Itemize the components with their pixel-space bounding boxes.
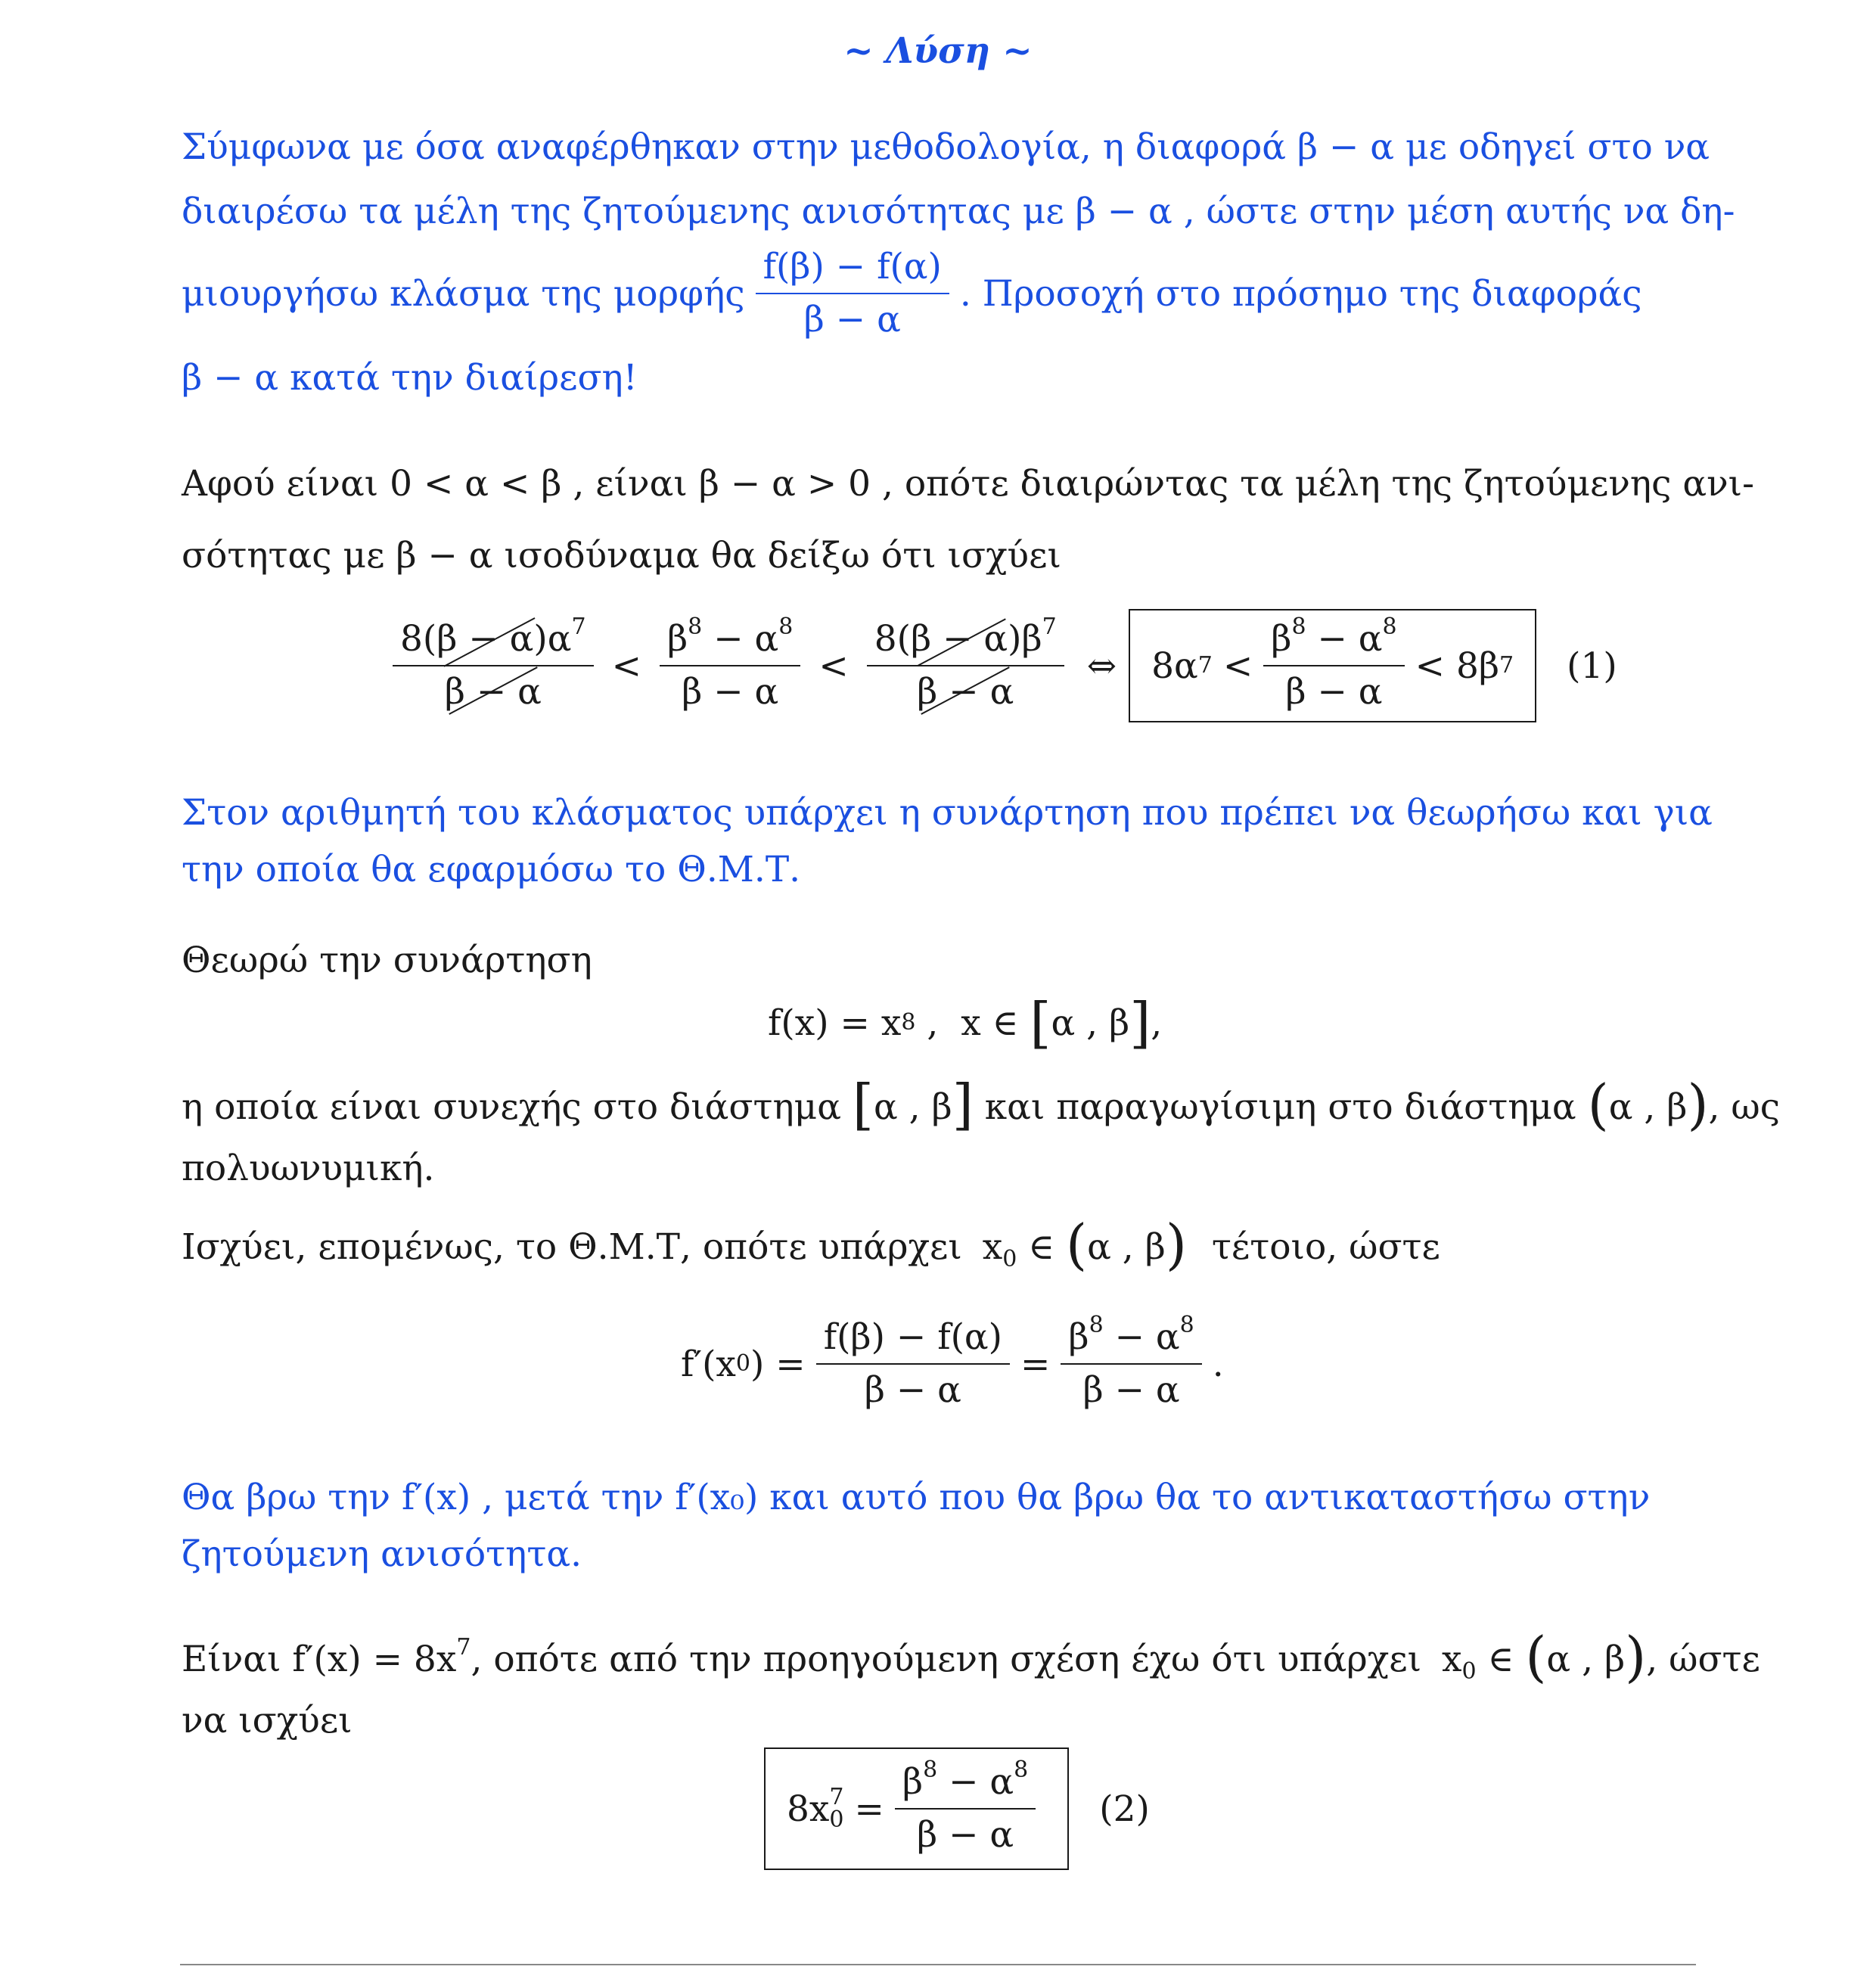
hint1-line3 bbox=[182, 246, 1642, 341]
para1-line2: σότητας με β − α ισοδύναμα θα δείξω ότι ισχύει bbox=[182, 535, 1061, 576]
solution-title: ~ Λύση ~ bbox=[843, 30, 1033, 72]
hint2-line2: την οποία θα εφαρμόσω το Θ.Μ.Τ. bbox=[182, 849, 801, 890]
open-interval: α , β bbox=[1608, 1086, 1688, 1128]
closed-interval: α , β bbox=[873, 1086, 952, 1128]
para1-line1: Αφού είναι 0 < α < β , είναι β − α > 0 , οπότε διαιρώντας τα μέλη της ζητούμενης ανι- bbox=[182, 463, 1754, 505]
hint1-line3-before: μιουργήσω κλάσμα της μορφής bbox=[182, 272, 745, 315]
equation-tag-2: (2) bbox=[1099, 1788, 1150, 1830]
para3-line1: η οποία είναι συνεχής στο διάστημα [α , β] και παραγωγίσιμη στο διάστημα (α , β), ως bbox=[182, 1073, 1781, 1136]
eq1-f1-numerator: 8(β − α)α bbox=[400, 618, 572, 660]
eq1-f3-denominator: β − α bbox=[917, 671, 1014, 713]
hint1-line1: Σύμφωνα με όσα αναφέρθηκαν στην μεθοδολογία, η διαφορά β − α με οδηγεί στο να bbox=[182, 126, 1710, 168]
eq1-f1-denominator: β − α bbox=[444, 671, 542, 713]
para5-line1: Είναι $f'(x) = 8x^7$, οπότε από την προηγούμενη σχέση έχω ότι υπάρχει $x_0$ ∈ (α , β), ώστε bbox=[182, 1625, 1760, 1688]
equation-tag-1: (1) bbox=[1567, 645, 1617, 687]
equation-1 bbox=[382, 609, 1617, 722]
hint1-fraction bbox=[756, 246, 949, 341]
eq1-f2-denominator: β − α bbox=[682, 671, 779, 713]
eq2-fraction-1: $\frac{f(\beta) - f(\alpha)}{\beta - \alpha}$ bbox=[816, 1316, 1010, 1412]
hint1-line2: διαιρέσω τα μέλη της ζητούμενης ανισότητας με β − α , ώστε στην μέση αυτής να δη- bbox=[182, 191, 1735, 232]
less-than: < bbox=[818, 645, 849, 687]
equation-mvt: f′(x 0 ) = $\frac{f(\beta) - f(\alpha)}{\beta - \alpha}$ = $\frac{\beta^8 - \alpha^8}{\beta - \alpha}$ . bbox=[681, 1312, 1224, 1411]
hint1-line4: β − α κατά την διαίρεση! bbox=[182, 357, 638, 399]
eq1-f3-numerator: 8(β − α)β bbox=[874, 618, 1042, 660]
para5-line2: να ισχύει bbox=[182, 1700, 353, 1741]
hint1-fraction-numerator: f(β) − f(α) bbox=[756, 246, 949, 294]
eq2-fraction-2: $\frac{\beta^8 - \alpha^8}{\beta - \alpha}$ bbox=[1061, 1316, 1201, 1412]
hint1-fraction-denominator: β − α bbox=[803, 299, 901, 340]
para3-line2: πολυωνυμική. bbox=[182, 1148, 435, 1189]
footer-divider bbox=[180, 1964, 1696, 1965]
eq3-boxed-result: 8x 7 0 = $\frac{\beta^8 - \alpha^8}{\beta - \alpha}$ bbox=[764, 1747, 1069, 1870]
eq1-fraction-right: $\frac{8(\beta - \alpha)\beta^7}{\beta - \alpha}$ bbox=[867, 618, 1064, 713]
eq1-boxed-result: 8α 7 < $\frac{\beta^8 - \alpha^8}{\beta - \alpha}$ < 8β 7 bbox=[1129, 609, 1536, 722]
hint2-line1: Στον αριθμητή του κλάσματος υπάρχει η συνάρτηση που πρέπει να θεωρήσω και για bbox=[182, 792, 1713, 834]
hint3-line1: Θα βρω την f′(x) , μετά την f′(x₀) και αυτό που θα βρω θα το αντικαταστήσω στην bbox=[182, 1477, 1651, 1518]
eq1-fraction-middle: $\frac{\beta^8 - \alpha^8}{\beta - \alpha}$ bbox=[660, 618, 800, 713]
para4-line1: Ισχύει, επομένως, το Θ.Μ.Τ, οπότε υπάρχει $x_0$ ∈ (α , β) τέτοιο, ώστε bbox=[182, 1213, 1440, 1276]
function-definition: f(x) = x 8 , x ∈ [ α , β ] , bbox=[768, 991, 1163, 1055]
para2-line1: Θεωρώ την συνάρτηση bbox=[182, 940, 592, 981]
eq1-fraction-left: $\frac{8(\beta - \alpha)\alpha^7}{\beta - \alpha}$ bbox=[393, 618, 594, 713]
equation-2 bbox=[764, 1747, 1150, 1870]
hint1-line3-after: . Προσοχή στο πρόσημο της διαφοράς bbox=[959, 272, 1642, 315]
hint3-line2: ζητούμενη ανισότητα. bbox=[182, 1533, 582, 1575]
less-than: < bbox=[611, 645, 641, 687]
iff-symbol: ⇔ bbox=[1086, 645, 1117, 687]
